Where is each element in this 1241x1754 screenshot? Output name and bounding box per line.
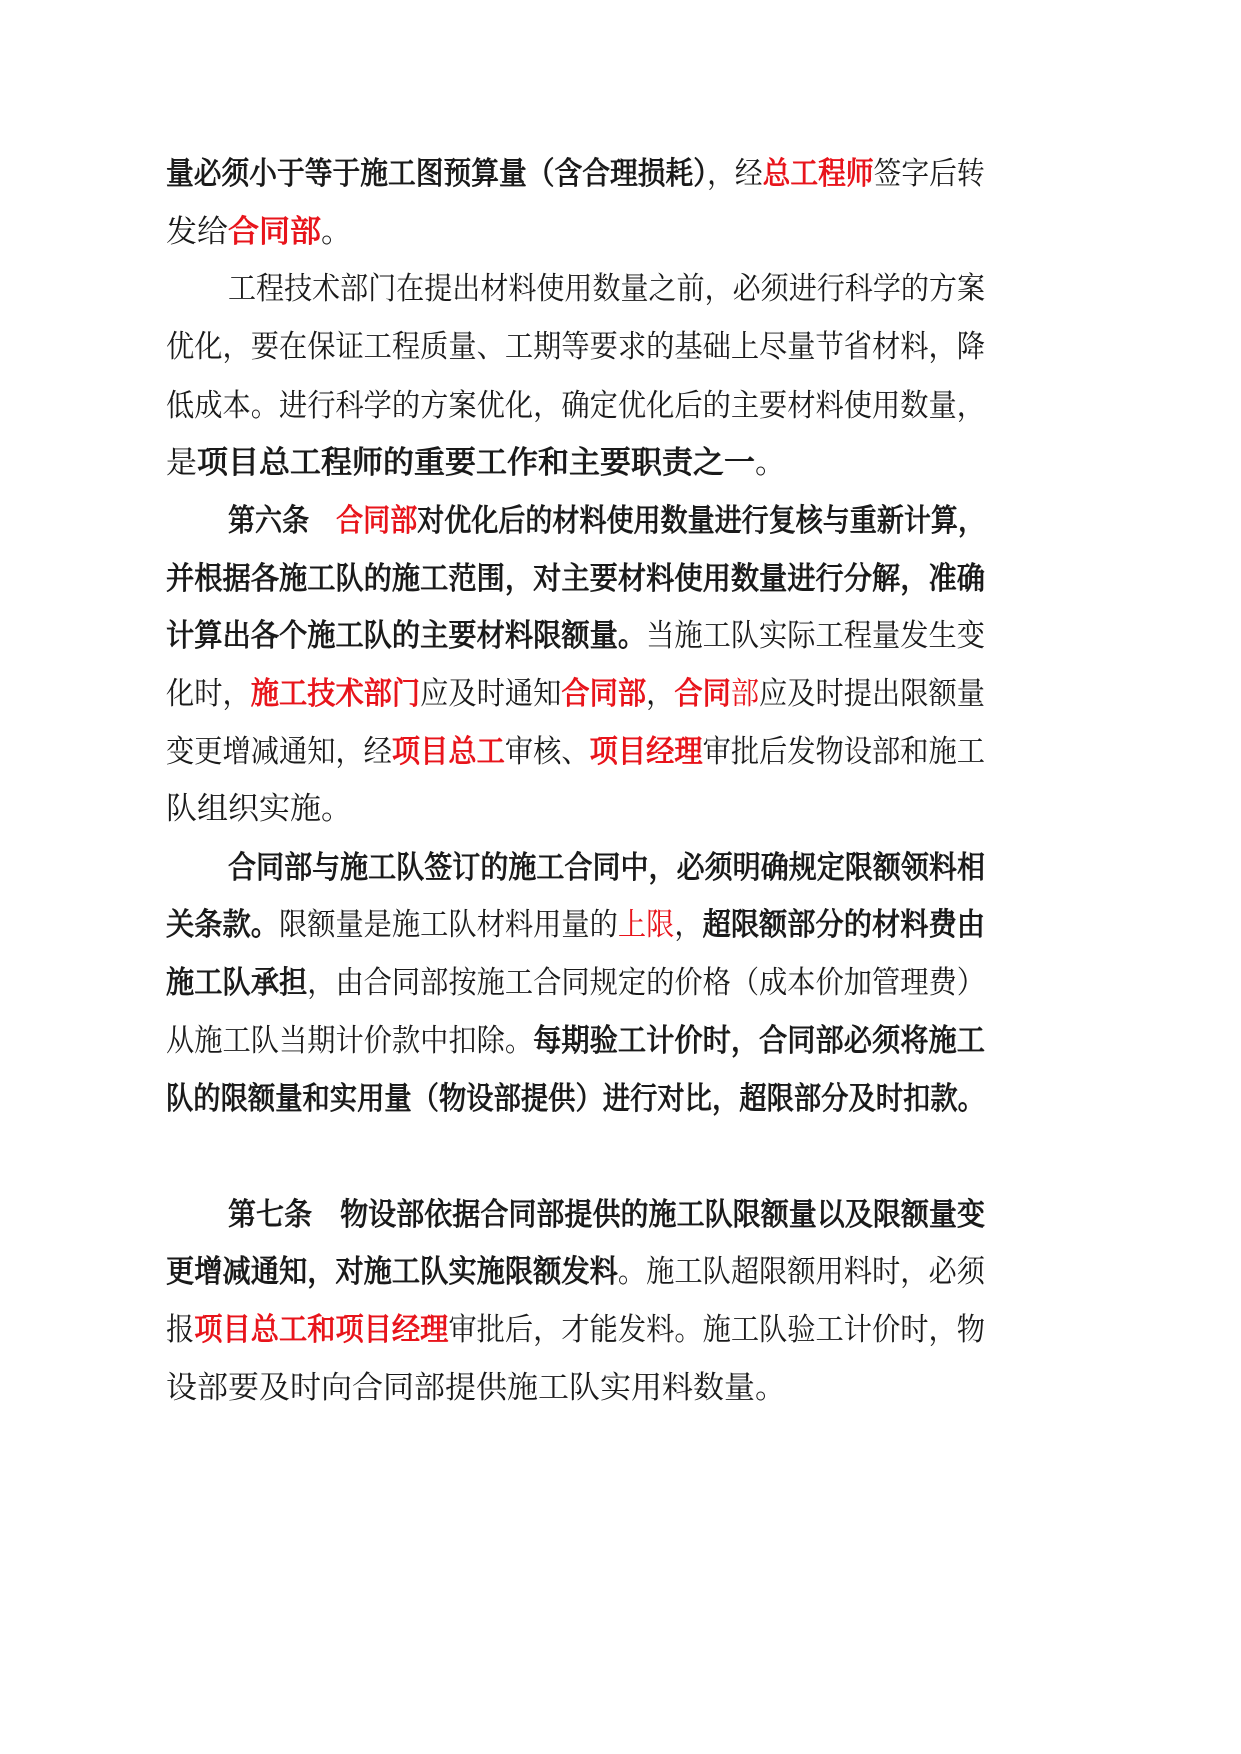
text-line	[166, 729, 985, 775]
body-text: ，经	[707, 156, 763, 192]
body-text: 施工队承担	[166, 965, 308, 1001]
body-text: 化时，	[166, 676, 251, 712]
body-text: ，	[674, 907, 703, 943]
text-line	[228, 498, 985, 544]
body-text: 从施工队当期计价款中扣除。	[166, 1023, 534, 1059]
body-text: 是	[166, 445, 197, 481]
text-line	[166, 671, 985, 717]
highlighted-text: 合同	[674, 676, 731, 712]
body-text: 审批后，才能发料。施工队验工计价时，物	[448, 1312, 985, 1348]
highlighted-text: 上限	[617, 907, 675, 943]
body-text: ，由合同部按施工合同规定的价格（成本价加管理费）	[307, 965, 985, 1001]
body-text: 第七条 物设部依据合同部提供的施工队限额量以及限额量变	[228, 1197, 985, 1233]
body-text: 签字后转	[873, 156, 985, 192]
body-text: 队组织实施。	[166, 791, 352, 827]
body-text: 当施工队实际工程量发生变	[646, 618, 985, 654]
highlighted-text: 项目总工	[391, 734, 505, 770]
highlighted-text: 项目总工和项目经理	[194, 1312, 449, 1348]
body-text: 。施工队超限额用料时，必须	[617, 1254, 985, 1290]
body-text: 工程技术部门在提出材料使用数量之前，必须进行科学的方案	[228, 271, 985, 307]
body-text: ，	[646, 676, 675, 712]
highlighted-text: 合同部	[561, 676, 647, 712]
body-text: 量必须小于等于施工图预算量（含合理损耗）	[166, 156, 708, 192]
body-text: 发给	[166, 214, 228, 250]
body-text: 应及时提出限额量	[759, 676, 985, 712]
text-line	[166, 1307, 985, 1353]
text-line	[166, 613, 985, 659]
text-line	[166, 440, 786, 486]
text-line	[166, 1076, 985, 1122]
body-text: 应及时通知	[420, 676, 562, 712]
body-text: 合同部与施工队签订的施工合同中，必须明确规定限额领料相	[228, 850, 985, 886]
text-line	[166, 960, 985, 1006]
body-text: 低成本。进行科学的方案优化，确定优化后的主要材料使用数量，	[166, 388, 985, 424]
body-text: 计算出各个施工队的主要材料限额量。	[166, 618, 647, 654]
highlighted-text: 部	[730, 676, 760, 712]
body-text: 队的限额量和实用量（物设部提供）进行对比，超限部分及时扣款。	[166, 1081, 985, 1117]
text-line	[166, 1018, 985, 1064]
body-text: 。	[321, 214, 352, 250]
body-text: 变更增减通知，经	[166, 734, 392, 770]
body-text: 第六条	[228, 503, 337, 539]
body-text: 优化，要在保证工程质量、工期等要求的基础上尽量节省材料，降	[166, 329, 985, 365]
text-line	[166, 324, 985, 370]
text-line	[166, 209, 352, 255]
text-line	[166, 1365, 786, 1411]
text-line	[228, 845, 985, 891]
body-text: 项目总工程师的重要工作和主要职责之一	[197, 445, 755, 481]
text-line	[166, 556, 985, 602]
text-line	[166, 1249, 985, 1295]
body-text: 审批后发物设部和施工	[702, 734, 985, 770]
highlighted-text: 合同部	[228, 214, 321, 250]
text-line	[166, 151, 985, 197]
body-text: 每期验工计价时，合同部必须将施工	[533, 1023, 985, 1059]
highlighted-text: 合同部	[336, 503, 418, 539]
highlighted-text: 总工程师	[762, 156, 874, 192]
text-line	[166, 383, 985, 429]
body-text: 报	[166, 1312, 195, 1348]
body-text: 关条款。	[166, 907, 279, 943]
body-text: 超限额部分的材料费由	[702, 907, 985, 943]
highlighted-text: 施工技术部门	[250, 676, 421, 712]
body-text: 更增减通知，对施工队实施限额发料	[166, 1254, 618, 1290]
body-text: 设部要及时向合同部提供施工队实用料数量。	[166, 1370, 786, 1406]
text-line	[228, 266, 985, 312]
body-text: 对优化后的材料使用数量进行复核与重新计算，	[417, 503, 985, 539]
text-line	[166, 786, 352, 832]
text-line	[228, 1192, 985, 1238]
body-text: 并根据各施工队的施工范围，对主要材料使用数量进行分解，准确	[166, 561, 985, 597]
text-line	[166, 902, 985, 948]
body-text: 审核、	[504, 734, 590, 770]
body-text: 。	[755, 445, 786, 481]
highlighted-text: 项目经理	[589, 734, 703, 770]
body-text: 限额量是施工队材料用量的	[278, 907, 618, 943]
